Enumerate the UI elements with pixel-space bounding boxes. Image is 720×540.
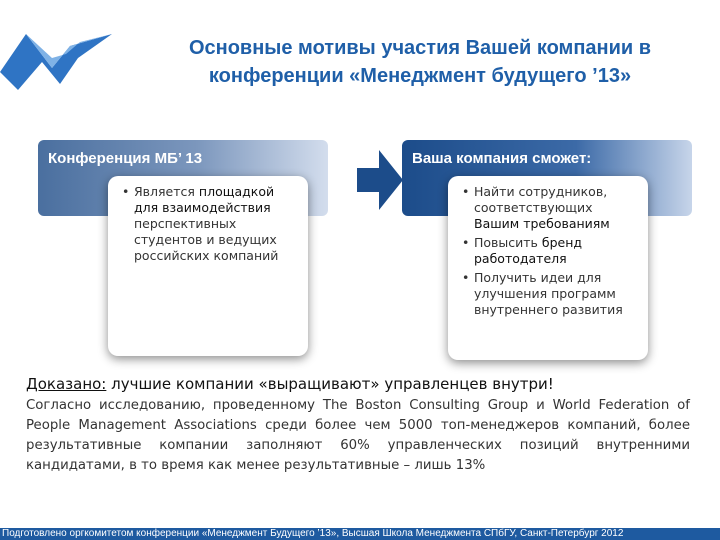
title-line-1: Основные мотивы участия Вашей компании в — [188, 37, 652, 59]
research-paragraph: Согласно исследованию, проведенному The Boston Consulting Group и World Federation of People Management Associations среди более чем 5000 топ-менеджеров компаний, более результативные компании заполняют 60% управленческих позиций внутренними кандидатами, в то время как менее результативные – лишь 13% — [26, 398, 690, 473]
bullet-highlight: площадкой для взаимодействия — [134, 184, 275, 215]
zigzag-logo-icon — [0, 28, 120, 92]
bullet-text: Повысить — [474, 235, 542, 250]
proven-label: Доказано: — [26, 375, 107, 393]
company-bullet-brand — [474, 235, 638, 267]
bullet-highlight: Вашим требованиям — [474, 216, 610, 231]
conference-header-label: Конференция МБ’ 13 — [48, 150, 203, 167]
conference-bullet — [134, 184, 298, 264]
footer-bar: Подготовлено оргкомитетом конференции «Менеджмент Будущего ’13», Высшая Школа Менеджмента СПбГУ, Санкт-Петербург 2012 — [0, 528, 720, 540]
company-bullet-list — [458, 184, 638, 318]
conference-bullet-list — [118, 184, 298, 264]
conference-card — [108, 176, 308, 356]
bullet-text: Найти сотрудников, соответствующих — [474, 184, 608, 215]
slide-title — [120, 34, 720, 90]
company-header-label: Ваша компания сможет: — [412, 150, 592, 167]
title-line-2: конференции «Менеджмент будущего ’13» — [208, 65, 632, 87]
company-bullet-ideas — [474, 270, 638, 318]
proven-statement — [26, 375, 554, 393]
bullet-text: Является — [134, 184, 199, 199]
proven-text: лучшие компании «выращивают» управленцев внутри! — [106, 375, 554, 393]
company-card — [448, 176, 648, 360]
bullet-text: перспективных студентов и ведущих российских компаний — [134, 216, 279, 263]
company-bullet-find-employees — [474, 184, 638, 232]
bullet-text: Получить идеи для улучшения программ внутреннего развития — [474, 270, 623, 317]
bullet-highlight: бренд работодателя — [474, 235, 583, 266]
right-arrow-icon — [357, 150, 403, 210]
